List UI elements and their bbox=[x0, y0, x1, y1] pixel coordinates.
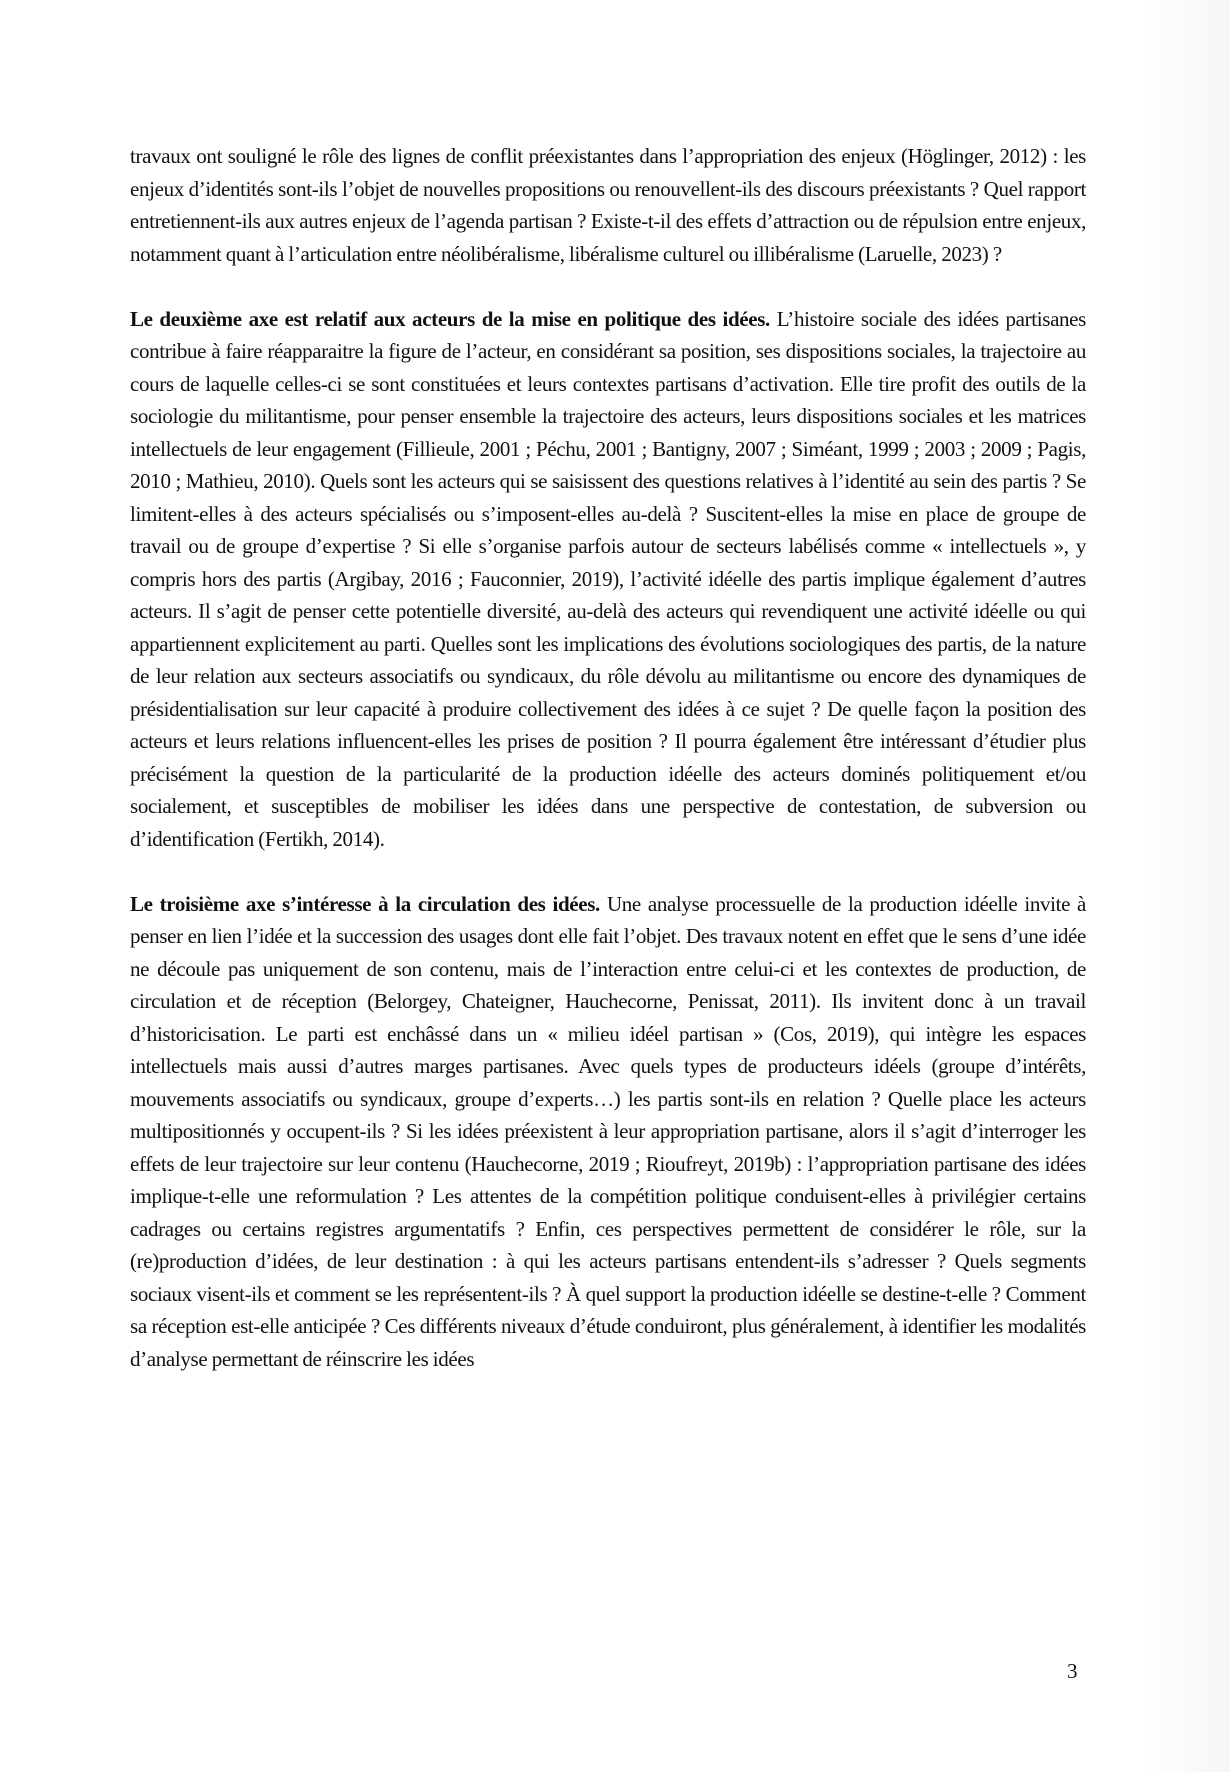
paragraph-axis-three bbox=[130, 888, 1086, 1376]
paragraph-axis-two bbox=[130, 303, 1086, 856]
paragraph-text: travaux ont souligné le rôle des lignes de conflit préexistantes dans l’appropriation des enjeux (Höglinger, 2012) : les enjeux d’identités sont-ils l’objet de nouvelles propositions ou renouvellent-ils des discours préexistants ? Quel rapport entretiennent-ils aux autres enjeux de l’agenda partisan ? Existe-t-il des effets d’attraction ou de répulsion entre enjeux, notamment quant à l’articulation entre néolibéralisme, libéralisme culturel ou illibéralisme (Laruelle, 2023) ? bbox=[130, 144, 1086, 266]
paragraph-text: L’histoire sociale des idées partisanes contribue à faire réapparaitre la figure de l’acteur, en considérant sa position, ses dispositions sociales, la trajectoire au cours de laquelle celles-ci se sont constituées et leurs contextes partisans d’activation. Elle tire profit des outils de la sociologie du militantisme, pour penser ensemble la trajectoire des acteurs, leurs dispositions sociales et les matrices intellectuels de leur engagement (Fillieule, 2001 ; Péchu, 2001 ; Bantigny, 2007 ; Siméant, 1999 ; 2003 ; 2009 ; Pagis, 2010 ; Mathieu, 2010). Quels sont les acteurs qui se saisissent des questions relatives à l’identité au sein des partis ? Se limitent-elles à des acteurs spécialisés ou s’imposent-elles au-delà ? Suscitent-elles la mise en place de groupe de travail ou de groupe d’expertise ? Si elle s’organise parfois autour de secteurs labélisés comme « intellectuels », y compris hors des partis (Argibay, 2016 ; Fauconnier, 2019), l’activité idéelle des partis implique également d’autres acteurs. Il s’agit de penser cette potentielle diversité, au-delà des acteurs qui revendiquent une activité idéelle ou qui appartiennent explicitement au parti. Quelles sont les implications des évolutions sociologiques des partis, de la nature de leur relation aux secteurs associatifs ou syndicaux, du rôle dévolu au militantisme ou encore des dynamiques de présidentialisation sur leur capacité à produire collectivement des idées à ce sujet ? De quelle façon la position des acteurs et leurs relations influencent-elles les prises de position ? Il pourra également être intéressant d’étudier plus précisément la question de la particularité de la production idéelle des acteurs dominés politiquement et/ou socialement, et susceptibles de mobiliser les idées dans une perspective de contestation, de subversion ou d’identification (Fertikh, 2014). bbox=[130, 306, 1086, 851]
axis-two-heading: Le deuxième axe est relatif aux acteurs de la mise en politique des idées. bbox=[130, 306, 770, 331]
axis-three-heading: Le troisième axe s’intéresse à la circulation des idées. bbox=[130, 891, 600, 916]
page-edge-shadow bbox=[1140, 0, 1230, 1772]
page-number: 3 bbox=[1067, 1659, 1078, 1683]
paragraph-continuation bbox=[130, 140, 1086, 270]
document-page bbox=[130, 140, 1086, 1375]
paragraph-text: Une analyse processuelle de la production idéelle invite à penser en lien l’idée et la succession des usages dont elle fait l’objet. Des travaux notent en effet que le sens d’une idée ne découle pas uniquement de son contenu, mais de l’interaction entre celui-ci et les contextes de production, de circulation et de réception (Belorgey, Chateigner, Hauchecorne, Penissat, 2011). Ils invitent donc à un travail d’historicisation. Le parti est enchâssé dans un « milieu idéel partisan » (Cos, 2019), qui intègre les espaces intellectuels mais aussi d’autres marges partisanes. Avec quels types de producteurs idéels (groupe d’intérêts, mouvements associatifs ou syndicaux, groupe d’experts…) les partis sont-ils en relation ? Quelle place les acteurs multipositionnés y occupent-ils ? Si les idées préexistent à leur appropriation partisane, alors il s’agit d’interroger les effets de leur trajectoire sur leur contenu (Hauchecorne, 2019 ; Rioufreyt, 2019b) : l’appropriation partisane des idées implique-t-elle une reformulation ? Les attentes de la compétition politique conduisent-elles à privilégier certains cadrages ou certains registres argumentatifs ? Enfin, ces perspectives permettent de considérer le rôle, sur la (re)production d’idées, de leur destination : à qui les acteurs partisans entendent-ils s’adresser ? Quels segments sociaux visent-ils et comment se les représentent-ils ? À quel support la production idéelle se destine-t-elle ? Comment sa réception est-elle anticipée ? Ces différents niveaux d’étude conduiront, plus généralement, à identifier les modalités d’analyse permettant de réinscrire les idées bbox=[130, 891, 1087, 1371]
